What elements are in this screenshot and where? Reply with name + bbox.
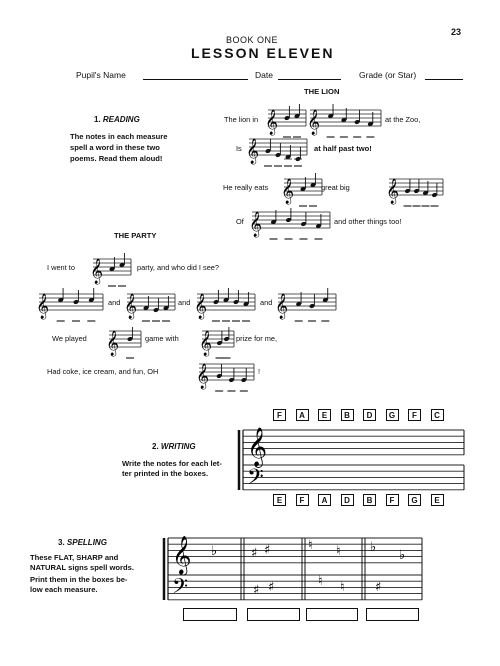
word-staff [387,175,453,215]
natural-icon: ♮ [336,544,341,559]
pupil-name-label: Pupil's Name [76,70,126,80]
word-staff [247,135,317,175]
treble-clef-icon: 𝄞 [247,427,268,467]
pupil-name-field[interactable] [143,79,248,80]
spelling-line-4: low each measure. [30,585,98,594]
word-staff [276,290,346,330]
bass-letter-box: E [431,494,444,506]
spelling-title: SPELLING [66,538,107,547]
spelling-line-2: NATURAL signs spell words. [30,563,134,572]
treble-clef-icon: 𝄞 [246,139,260,164]
natural-icon: ♮ [340,580,345,595]
reading-num: 1. [94,115,101,124]
reading-line-1: The notes in each measure [70,132,168,141]
lion-line-1b: at the Zoo, [385,115,421,124]
bass-letter-box: F [386,494,399,506]
spelling-answer-box-1[interactable] [183,608,237,621]
treble-clef-icon: 𝄞 [249,212,263,237]
reading-line-2: spell a word in these two [70,143,160,152]
word-staff [125,290,185,330]
spelling-line-1: These FLAT, SHARP and [30,553,119,562]
treble-clef-icon: 𝄞 [106,331,120,356]
treble-letter-box: C [431,409,444,421]
sharp-icon: ♯ [253,583,260,598]
natural-icon: ♮ [318,574,323,589]
spelling-answer-box-2[interactable] [247,608,300,621]
party-line-1b: party, and who did I see? [137,263,220,272]
spelling-answer-box-4[interactable] [366,608,419,621]
sharp-icon: ♯ [375,580,382,595]
writing-title: WRITING [160,442,196,451]
word-staff [37,290,113,330]
treble-clef-icon: 𝄞 [307,110,321,135]
reading-title: READING [102,115,140,124]
party-line-4a: Had coke, ice cream, and fun, OH [47,367,159,376]
sharp-icon: ♯ [264,543,271,558]
word-staff [107,327,151,367]
writing-line-1: Write the notes for each let- [122,459,222,468]
lion-line-3b: great big [321,183,350,192]
spelling-answer-box-3[interactable] [306,608,358,621]
bass-letter-box: B [363,494,376,506]
writing-num: 2. [152,442,159,451]
party-line-3c: prize for me, [236,334,278,343]
natural-icon: ♮ [308,538,313,553]
word-staff [197,360,264,400]
treble-clef-icon: 𝄞 [275,294,289,319]
spelling-num: 3. [58,538,65,547]
bass-clef-icon: 𝄢 [247,465,264,495]
spelling-heading [58,538,107,547]
flat-icon: ♭ [370,540,377,555]
writing-line-2: ter printed in the boxes. [122,469,209,478]
bass-letter-box: A [318,494,331,506]
spelling-line-3: Print them in the boxes be- [30,575,128,584]
lion-line-2a: Is [236,144,242,153]
treble-letter-box: B [341,409,354,421]
word-staff [195,290,265,330]
bass-clef-icon: 𝄢 [172,574,189,603]
lion-title: THE LION [304,87,340,96]
treble-clef-icon: 𝄞 [196,364,210,389]
treble-letter-box: E [318,409,331,421]
treble-letter-box: G [386,409,399,421]
book-title: BOOK ONE [226,35,279,45]
party-line-3b: game with [145,334,179,343]
word-staff [91,255,141,295]
reading-heading [94,115,140,124]
lion-line-3a: He really eats [223,183,269,192]
page-number: 23 [451,27,462,37]
flat-icon: ♭ [211,544,218,559]
grade-field[interactable] [425,79,463,80]
treble-clef-icon: 𝄞 [281,179,295,204]
treble-letter-box: F [273,409,286,421]
treble-letter-box: D [363,409,376,421]
lion-line-4b: and other things too! [334,217,402,226]
sharp-icon: ♯ [268,580,275,595]
party-and-1: and [108,298,121,307]
reading-line-3: poems. Read them aloud! [70,154,163,163]
bass-letter-box: G [408,494,421,506]
bass-letter-box: F [296,494,309,506]
party-line-1a: I went to [47,263,75,272]
date-field[interactable] [278,79,341,80]
treble-clef-icon: 𝄞 [265,110,279,135]
treble-clef-icon: 𝄞 [36,294,50,319]
party-and-2: and [178,298,191,307]
treble-clef-icon: 𝄞 [124,294,138,319]
treble-letter-box: F [408,409,421,421]
treble-clef-icon: 𝄞 [386,179,400,204]
treble-letter-box: A [296,409,309,421]
bass-letter-box: E [273,494,286,506]
party-title: THE PARTY [114,231,157,240]
word-staff [250,208,340,248]
treble-clef-icon: 𝄞 [194,294,208,319]
flat-icon: ♭ [399,548,406,563]
bass-letter-box: D [341,494,354,506]
treble-clef-icon: 𝄞 [172,535,192,574]
treble-clef-icon: 𝄞 [90,259,104,284]
lion-line-1a: The lion in [224,115,259,124]
party-line-3a: We played [52,334,87,343]
writing-heading [152,442,196,451]
lion-line-4a: Of [236,217,244,226]
grade-label: Grade (or Star) [359,70,417,80]
word-staff [308,106,391,146]
lesson-title: LESSON ELEVEN [191,45,335,61]
treble-clef-icon: 𝄞 [199,331,213,356]
sharp-icon: ♯ [251,546,258,561]
lion-line-2b: at half past two! [314,144,372,153]
date-label: Date [255,70,273,80]
party-and-3: and [260,298,273,307]
party-line-4b: ! [258,367,261,376]
